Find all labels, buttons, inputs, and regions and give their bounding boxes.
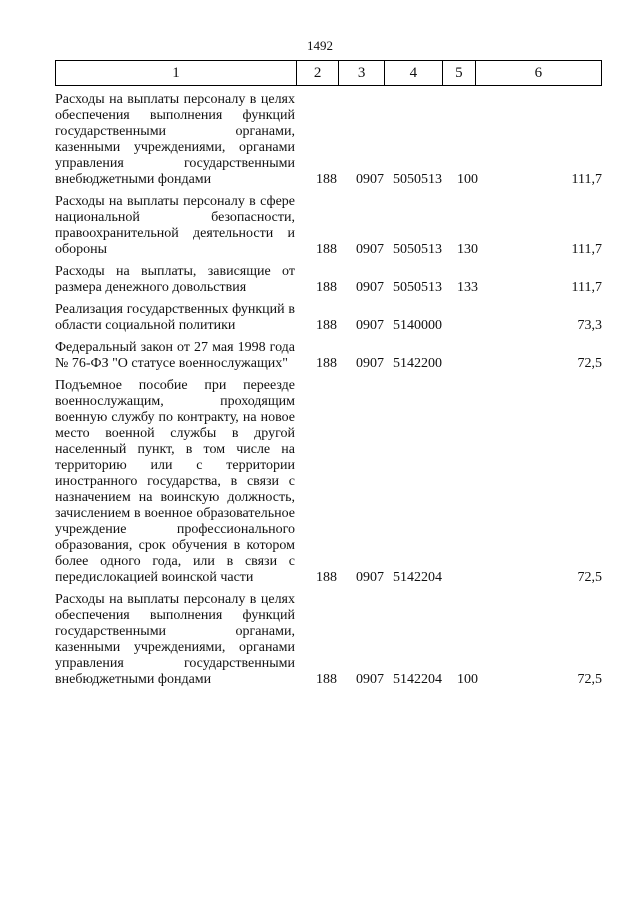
- row-col-2: 188: [316, 318, 337, 333]
- page-number: 1492: [307, 38, 333, 53]
- row-col-5: 130: [457, 242, 478, 257]
- row-description: Расходы на выплаты персоналу в целях обеспечения выполнения функций государственными органами, казенными учреждениями, органами управления государственными внебюджетными фондами: [55, 92, 295, 187]
- row-col-2: 188: [316, 672, 337, 687]
- header-col-6: 6: [475, 61, 601, 85]
- row-col-5: 100: [457, 172, 478, 187]
- row-col-4: 5140000: [393, 318, 442, 333]
- row-col-3: 0907: [356, 672, 384, 687]
- row-col-6: 72,5: [577, 570, 602, 585]
- row-description: Федеральный закон от 27 мая 1998 года № 76-ФЗ "О статусе военнослужащих": [55, 340, 295, 371]
- row-col-2: 188: [316, 280, 337, 295]
- row-col-6: 111,7: [571, 280, 602, 295]
- table-row: [55, 592, 602, 688]
- row-col-6: 73,3: [577, 318, 602, 333]
- row-description: Расходы на выплаты персоналу в целях обеспечения выполнения функций государственными органами, казенными учреждениями, органами управления государственными внебюджетными фондами: [55, 592, 295, 687]
- row-col-2: 188: [316, 172, 337, 187]
- row-col-3: 0907: [356, 242, 384, 257]
- header-col-4: 4: [384, 61, 442, 85]
- row-col-5: 100: [457, 672, 478, 687]
- header-col-5: 5: [442, 61, 475, 85]
- header-col-2: 2: [296, 61, 338, 85]
- row-col-2: 188: [316, 570, 337, 585]
- row-col-3: 0907: [356, 172, 384, 187]
- table-row: [55, 264, 602, 296]
- table-header: [55, 60, 602, 86]
- row-col-3: 0907: [356, 280, 384, 295]
- row-col-6: 72,5: [577, 672, 602, 687]
- table-row: [55, 340, 602, 372]
- row-col-4: 5142200: [393, 356, 442, 371]
- row-col-4: 5142204: [393, 672, 442, 687]
- row-description: Расходы на выплаты персоналу в сфере национальной безопасности, правоохранительной деятельности и обороны: [55, 194, 295, 257]
- table-row: [55, 92, 602, 188]
- row-col-3: 0907: [356, 318, 384, 333]
- row-col-2: 188: [316, 242, 337, 257]
- row-col-4: 5050513: [393, 242, 442, 257]
- row-col-6: 111,7: [571, 172, 602, 187]
- row-col-3: 0907: [356, 570, 384, 585]
- table-row: [55, 378, 602, 586]
- row-description: Реализация государственных функций в области социальной политики: [55, 302, 295, 333]
- row-col-6: 72,5: [577, 356, 602, 371]
- row-description: Расходы на выплаты, зависящие от размера денежного довольствия: [55, 264, 295, 295]
- table-body: [55, 92, 602, 694]
- row-col-2: 188: [316, 356, 337, 371]
- row-col-4: 5142204: [393, 570, 442, 585]
- row-col-6: 111,7: [571, 242, 602, 257]
- table-row: [55, 302, 602, 334]
- row-col-4: 5050513: [393, 172, 442, 187]
- row-description: Подъемное пособие при переезде военнослужащим, проходящим военную службу по контракту, на новое место военной службы в другой населенный пункт, в том числе на территорию или с территории иностранного государства, в связи с назначением на воинскую должность, зачислением в военное образовательное учреждение профессионального образования, срок обучения в котором более одного года, или в связи с передислокацией воинской части: [55, 378, 295, 585]
- header-col-1: 1: [172, 64, 180, 81]
- header-col-3: 3: [338, 61, 383, 85]
- row-col-3: 0907: [356, 356, 384, 371]
- table-row: [55, 194, 602, 258]
- row-col-5: 133: [457, 280, 478, 295]
- row-col-4: 5050513: [393, 280, 442, 295]
